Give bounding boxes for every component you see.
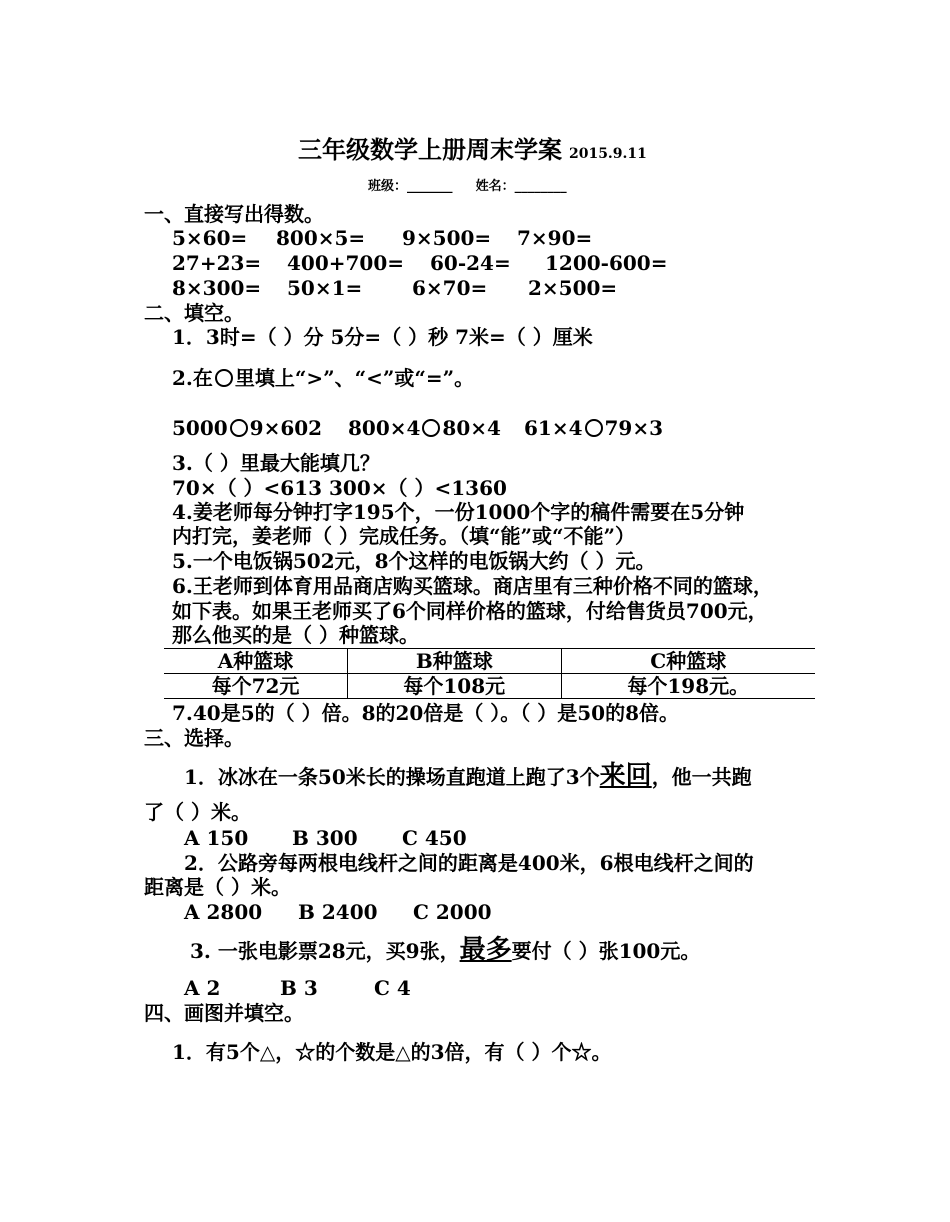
problem: 8×300= <box>172 276 262 300</box>
s3-q1a <box>184 761 752 791</box>
section-3-heading: 三、选择。 <box>144 726 244 750</box>
q3-pre: 3. 一张电影票28元，买9张， <box>190 939 460 963</box>
option[interactable]: C 2000 <box>413 900 492 924</box>
compare-right: 80×4 <box>442 416 501 440</box>
s2-q3: 3.（ ）里最大能填几？ <box>172 451 380 475</box>
option[interactable]: A 2800 <box>184 900 263 924</box>
name-label: 姓名： <box>475 179 515 194</box>
table-header: B种篮球 <box>348 649 561 674</box>
compare-item <box>348 416 501 440</box>
q2-post: 里填上“>”、“<”或“=”。 <box>234 366 475 390</box>
compare-left: 61×4 <box>524 416 583 440</box>
circle-icon[interactable] <box>230 419 248 437</box>
section-4-heading: 四、画图并填空。 <box>144 1001 304 1025</box>
s3-q1b: 了（ ）米。 <box>144 800 251 824</box>
s2-q2 <box>172 366 474 390</box>
s3-q2b: 距离是（ ）米。 <box>144 875 291 899</box>
student-info <box>368 178 567 196</box>
q1-emphasis: 来回 <box>599 761 652 791</box>
compare-item <box>524 416 663 440</box>
option[interactable]: B 2400 <box>298 900 378 924</box>
basketball-table <box>164 648 815 699</box>
page-title <box>298 135 647 166</box>
s2-q6c: 那么他买的是（ ）种篮球。 <box>172 623 419 647</box>
compare-left: 800×4 <box>348 416 421 440</box>
table-row <box>164 674 815 699</box>
problem: 5×60= <box>172 226 248 250</box>
table-header: C种篮球 <box>561 649 815 674</box>
q3-emphasis: 最多 <box>459 935 512 965</box>
problem: 6×70= <box>412 276 488 300</box>
problem: 7×90= <box>517 226 593 250</box>
class-label: 班级： <box>368 179 408 194</box>
circle-icon <box>215 369 233 387</box>
q1-post: ，他一共跑 <box>651 765 752 789</box>
option[interactable]: B 300 <box>292 826 358 850</box>
option[interactable]: C 450 <box>402 826 467 850</box>
s2-q6b: 如下表。如果王老师买了6个同样价格的篮球，付给售货员700元， <box>172 599 768 623</box>
circle-icon[interactable] <box>585 419 603 437</box>
option[interactable]: C 4 <box>374 976 411 1000</box>
compare-right: 9×602 <box>249 416 323 440</box>
table-cell: 每个108元 <box>348 674 561 699</box>
compare-left: 5000 <box>172 416 228 440</box>
s2-q5: 5.一个电饭锅502元，8个这样的电饭锅大约（ ）元。 <box>172 549 656 573</box>
table-cell: 每个72元 <box>164 674 348 699</box>
q1-pre: 1．冰冰在一条50米长的操场直跑道上跑了3个 <box>184 765 600 789</box>
compare-right: 79×3 <box>604 416 664 440</box>
circle-icon[interactable] <box>422 419 440 437</box>
option[interactable]: A 150 <box>184 826 249 850</box>
problem: 50×1= <box>287 276 363 300</box>
s2-q1: 1．3时=（ ）分 5分=（ ）秒 7米=（ ）厘米 <box>172 325 593 349</box>
section-1-heading: 一、直接写出得数。 <box>144 202 324 226</box>
q2-pre: 2.在 <box>172 366 213 390</box>
table-row <box>164 649 815 674</box>
problem: 400+700= <box>287 251 405 275</box>
s2-q3b: 70×（ ）<613 300×（ ）<1360 <box>172 476 507 500</box>
problem: 9×500= <box>402 226 492 250</box>
problem: 1200-600= <box>545 251 668 275</box>
table-cell: 每个198元。 <box>561 674 815 699</box>
q3-post: 要付（ ）张100元。 <box>511 939 701 963</box>
problem: 2×500= <box>528 276 618 300</box>
title-text: 三年级数学上册周末学案 <box>298 135 562 164</box>
s2-q4a: 4.姜老师每分钟打字195个，一份1000个字的稿件需要在5分钟 <box>172 500 745 524</box>
s2-q4b: 内打完，姜老师（ ）完成任务。（填“能”或“不能”） <box>172 524 635 548</box>
option[interactable]: B 3 <box>280 976 318 1000</box>
s2-q6a: 6.王老师到体育用品商店购买篮球。商店里有三种价格不同的篮球， <box>172 574 773 598</box>
table-header: A种篮球 <box>164 649 348 674</box>
s4-q1: 1．有5个△，☆的个数是△的3倍，有（ ）个☆。 <box>172 1040 612 1064</box>
s3-q2a: 2．公路旁每两根电线杆之间的距离是400米，6根电线杆之间的 <box>184 851 754 875</box>
title-date: 2015.9.11 <box>568 146 647 162</box>
compare-item <box>172 416 322 440</box>
problem: 800×5= <box>276 226 366 250</box>
s3-q3 <box>190 935 701 965</box>
option[interactable]: A 2 <box>184 976 221 1000</box>
class-blank: _______ <box>407 179 453 194</box>
problem: 27+23= <box>172 251 262 275</box>
s2-q7: 7.40是5的（ ）倍。8的20倍是（ ）。（ ）是50的8倍。 <box>172 701 680 725</box>
name-blank: ________ <box>514 179 567 194</box>
section-2-heading: 二、填空。 <box>144 301 244 325</box>
problem: 60-24= <box>430 251 511 275</box>
